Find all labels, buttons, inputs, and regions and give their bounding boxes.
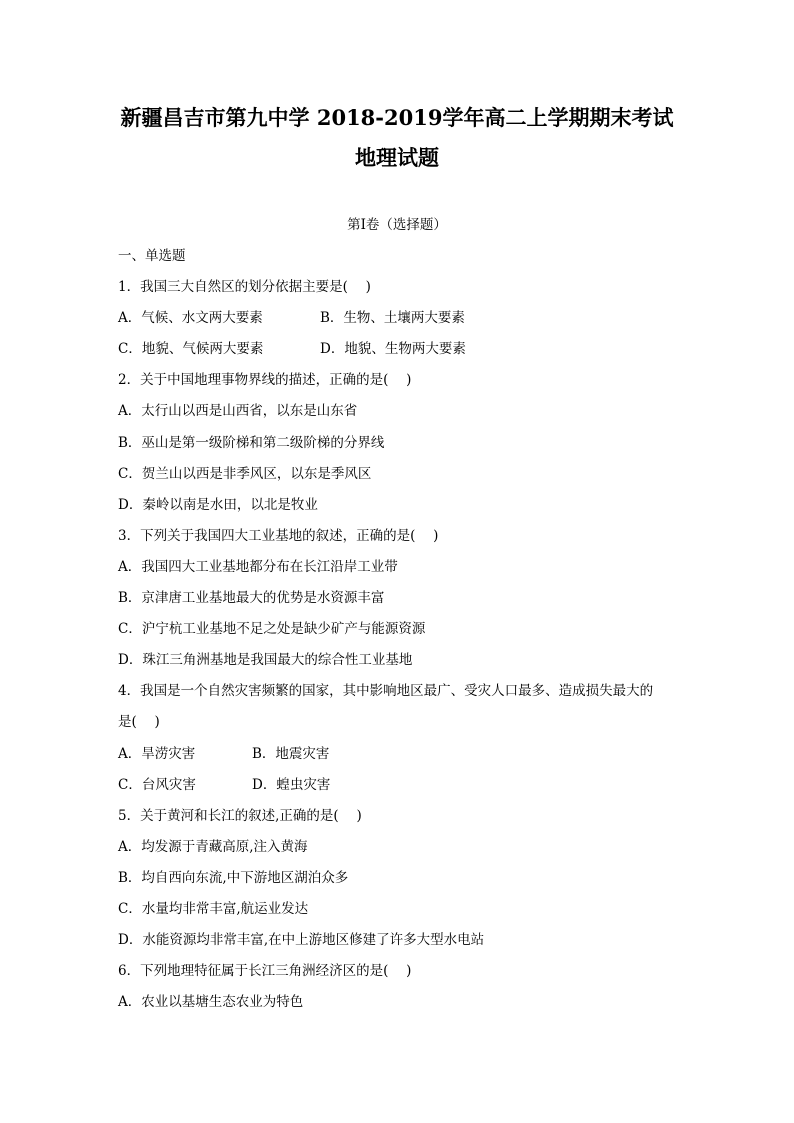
question-stem: 4．我国是一个自然灾害频繁的国家，其中影响地区最广、受灾人口最多、造成损失最大的 xyxy=(118,683,654,700)
option-a: A．旱涝灾害 xyxy=(118,745,196,762)
option-c: C．台风灾害 xyxy=(118,776,196,793)
option-c: C．地貌、气候两大要素 xyxy=(118,341,264,358)
option-b: B．巫山是第一级阶梯和第二级阶梯的分界线 xyxy=(118,434,385,451)
option-d: D．地貌、生物两大要素 xyxy=(320,341,466,358)
option-row xyxy=(118,775,688,806)
option-a: A．气候、水文两大要素 xyxy=(118,310,263,327)
exam-subtitle: 地理试题 xyxy=(355,145,439,170)
exam-title: 新疆昌吉市第九中学 2018-2019学年高二上学期期末考试 xyxy=(120,105,674,130)
option-a: A．均发源于青藏高原,注入黄海 xyxy=(118,838,308,855)
question-stem: 3．下列关于我国四大工业基地的叙述，正确的是( ) xyxy=(118,527,439,544)
option-b: B．京津唐工业基地最大的优势是水资源丰富 xyxy=(118,590,385,607)
question-stem: 5．关于黄河和长江的叙述,正确的是( ) xyxy=(118,807,362,824)
option-c: C．贺兰山以西是非季风区，以东是季风区 xyxy=(118,465,372,482)
option-c: C．沪宁杭工业基地不足之处是缺少矿产与能源资源 xyxy=(118,621,426,638)
option-d: D．秦岭以南是水田，以北是牧业 xyxy=(118,496,318,513)
question-stem: 2．关于中国地理事物界线的描述，正确的是( ) xyxy=(118,372,412,389)
option-d: D．珠江三角洲基地是我国最大的综合性工业基地 xyxy=(118,652,413,669)
question-stem-continued: 是( ) xyxy=(118,714,160,731)
option-row xyxy=(118,744,688,775)
section-title: 第I卷（选择题） xyxy=(347,217,447,233)
option-a: A．农业以基塘生态农业为特色 xyxy=(118,994,304,1011)
option-b: B．生物、土壤两大要素 xyxy=(320,310,465,327)
option-b: B．地震灾害 xyxy=(252,745,330,762)
option-row xyxy=(118,308,688,339)
option-a: A．太行山以西是山西省，以东是山东省 xyxy=(118,403,358,420)
option-a: A．我国四大工业基地都分布在长江沿岸工业带 xyxy=(118,558,398,575)
option-d: D．蝗虫灾害 xyxy=(252,776,331,793)
option-b: B．均自西向东流,中下游地区湖泊众多 xyxy=(118,869,349,886)
part-title: 一、单选题 xyxy=(118,248,186,264)
option-row xyxy=(118,339,688,370)
question-stem: 6．下列地理特征属于长江三角洲经济区的是( ) xyxy=(118,963,412,980)
option-c: C．水量均非常丰富,航运业发达 xyxy=(118,900,309,917)
option-d: D．水能资源均非常丰富,在中上游地区修建了许多大型水电站 xyxy=(118,932,485,949)
question-body xyxy=(118,246,688,1023)
question-stem: 1．我国三大自然区的划分依据主要是( ) xyxy=(118,279,371,296)
